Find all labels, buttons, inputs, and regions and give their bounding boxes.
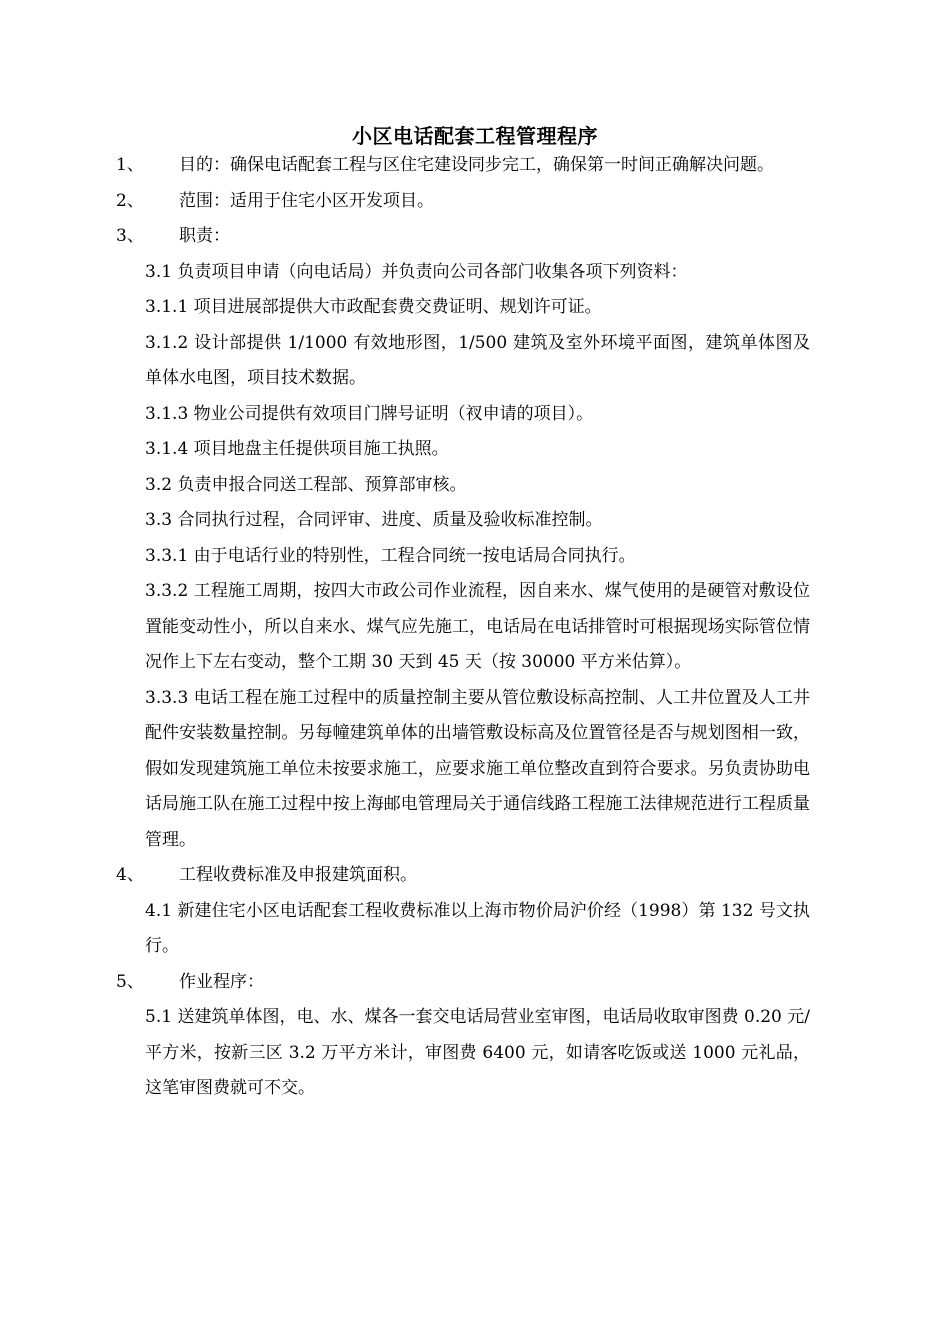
clause-3-1-1: 3.1.1 项目进展部提供大市政配套费交费证明、规划许可证。 [145,297,602,317]
clause-3-2: 3.2 负责申报合同送工程部、预算部审核。 [145,474,467,495]
clause-3-1-3: 3.1.3 物业公司提供有效项目门牌号证明（衩申请的项目）。 [145,403,594,424]
section-5-procedure [116,965,810,1001]
section-number: 3、 [116,226,144,246]
section-number: 4、 [116,865,144,885]
section-text: 范围：适用于住宅小区开发项目。 [179,190,434,211]
section-4-fees [116,858,810,894]
section-3-responsibilities [116,219,810,255]
clause-3-1: 3.1 负责项目申请（向电话局）并负责向公司各部门收集各项下列资料： [145,261,688,282]
section-text: 作业程序： [179,971,264,992]
section-number: 1、 [116,155,144,175]
section-number: 5、 [116,971,144,992]
section-text: 工程收费标准及申报建筑面积。 [179,865,417,885]
clause-3-3-2: 3.3.2 工程施工周期，按四大市政公司作业流程，因自来水、煤气使用的是硬管对敷设位置能变动性小，所以自来水、煤气应先施工，电话局在电话排管时可根据现场实际管位情况作上下左右变动，整个工期 30 天到 45 天（按 30000 平方米估算）。 [145,581,810,672]
section-text: 职责： [179,226,230,246]
document-title: 小区电话配套工程管理程序 [352,124,598,148]
clause-4-1: 4.1 新建住宅小区电话配套工程收费标准以上海市物价局沪价经（1998）第 132 号文执行。 [145,900,810,956]
clause-3-3: 3.3 合同执行过程，合同评审、进度、质量及验收标准控制。 [145,510,603,530]
clause-3-1-2: 3.1.2 设计部提供 1/1000 有效地形图，1/500 建筑及室外环境平面图，建筑单体图及单体水电图，项目技术数据。 [145,332,810,388]
section-text: 目的：确保电话配套工程与区住宅建设同步完工，确保第一时间正确解决问题。 [179,155,774,175]
clause-3-3-3: 3.3.3 电话工程在施工过程中的质量控制主要从管位敷设标高控制、人工井位置及人工井配件安装数量控制。另每幢建筑单体的出墙管敷设标高及位置管径是否与规划图相一致，假如发现建筑施工单位未按要求施工，应要求施工单位整改直到符合要求。另负责协助电话局施工队在施工过程中按上海邮电管理局关于通信线路工程施工法律规范进行工程质量管理。 [145,687,810,850]
clause-3-3-1: 3.3.1 由于电话行业的特别性，工程合同统一按电话局合同执行。 [145,545,636,566]
document-body [116,148,810,1107]
section-number: 2、 [116,190,144,211]
section-2-scope [116,184,810,220]
clause-3-1-4: 3.1.4 项目地盘主任提供项目施工执照。 [145,439,449,459]
clause-5-1: 5.1 送建筑单体图，电、水、煤各一套交电话局营业室审图，电话局收取审图费 0.20 元/平方米，按新三区 3.2 万平方米计，审图费 6400 元，如请客吃饭或送 1000 元礼品，这笔审图费就可不交。 [145,1007,810,1098]
section-1-purpose [116,148,810,184]
